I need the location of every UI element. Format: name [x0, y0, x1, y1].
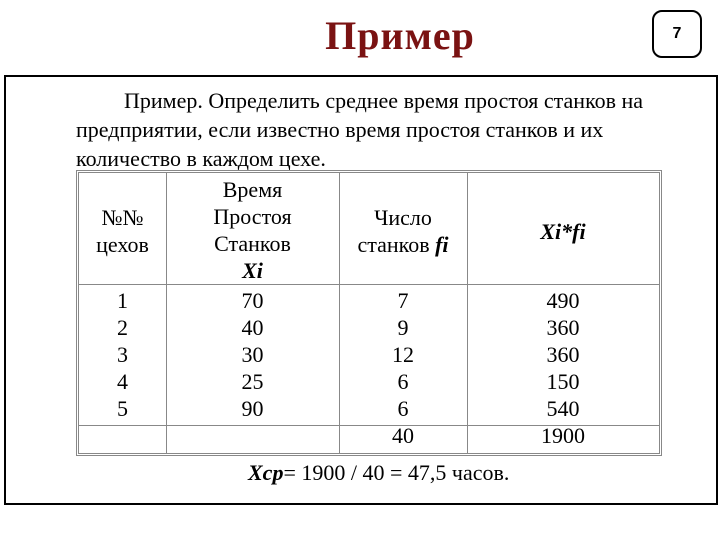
cell: 12	[392, 342, 414, 367]
slide-title: Пример	[325, 13, 475, 58]
column-count	[339, 287, 467, 449]
cell: 1	[117, 288, 128, 313]
problem-line-2: предприятии, если известно время простоя станков и их	[76, 117, 604, 142]
cell: 3	[117, 342, 128, 367]
header-time: Время Простоя Станков Xi	[166, 176, 339, 284]
cell: 360	[546, 342, 580, 367]
cell: 6	[397, 396, 409, 421]
cell: 4	[117, 369, 128, 394]
formula-variable: Xcp	[248, 460, 284, 485]
header-divider	[79, 284, 659, 285]
result-formula	[248, 460, 509, 486]
cell: 360	[546, 315, 580, 340]
header-shop: №№ цехов	[96, 205, 149, 257]
column-product	[467, 287, 659, 449]
problem-line-1: Пример. Определить среднее время простоя станков на	[124, 88, 644, 113]
cell: 70	[241, 288, 264, 313]
header-product: Xi*fi	[540, 219, 586, 244]
header-count: Число станков fi	[357, 205, 449, 257]
column-shop	[79, 287, 166, 422]
cell: 5	[117, 396, 128, 421]
cell: 90	[241, 396, 264, 421]
cell: 490	[546, 288, 580, 313]
formula-expression: = 1900 / 40 = 47,5 часов.	[283, 460, 510, 485]
problem-line-3: количество в каждом цехе.	[76, 146, 326, 171]
cell: 6	[397, 369, 409, 394]
header-count-var: fi	[435, 232, 449, 257]
cell: 540	[546, 396, 580, 421]
problem-statement	[76, 86, 716, 173]
cell: 150	[546, 369, 580, 394]
cell: 30	[241, 342, 264, 367]
column-time	[166, 287, 339, 422]
slide-number-badge: 7	[652, 10, 702, 58]
header-time-var: Xi	[242, 258, 263, 283]
cell: 25	[241, 369, 264, 394]
total-product: 1900	[541, 423, 585, 448]
cell: 2	[117, 315, 128, 340]
data-table	[76, 170, 662, 456]
cell: 40	[241, 315, 264, 340]
cell: 7	[397, 288, 409, 313]
cell: 9	[397, 315, 409, 340]
total-count: 40	[392, 423, 414, 448]
